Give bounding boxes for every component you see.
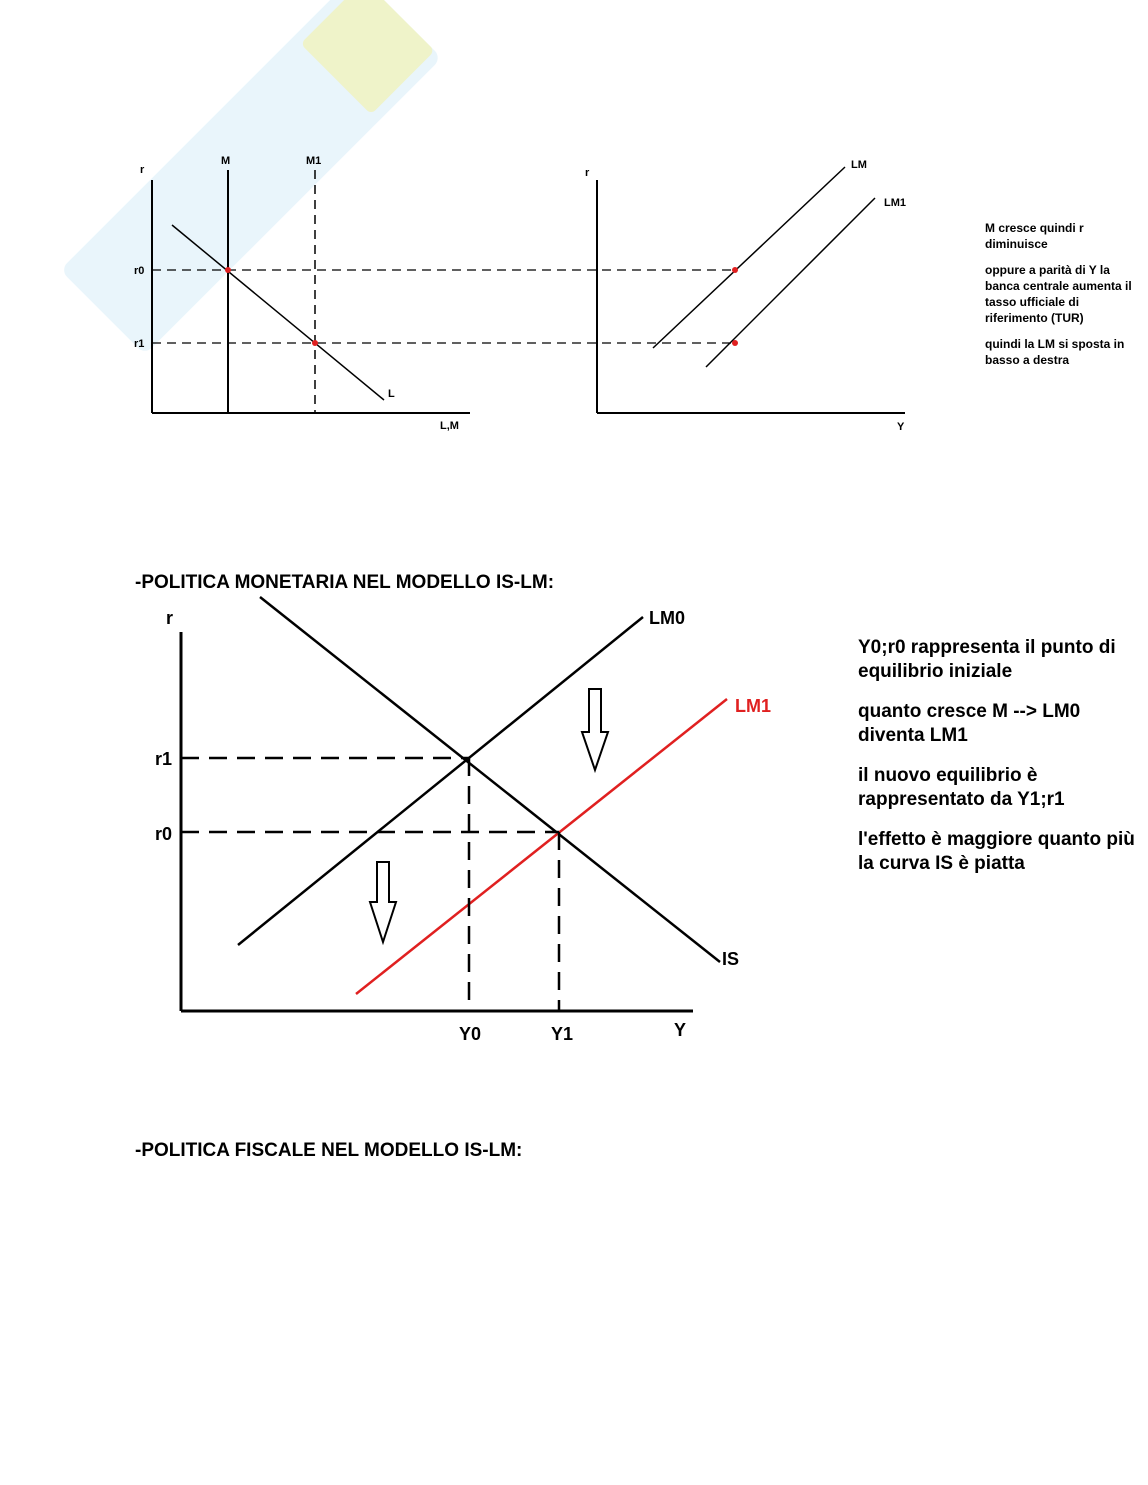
d3-y-label: Y <box>674 1020 687 1040</box>
money-market-diagram <box>134 155 735 432</box>
d3-r0-label: r0 <box>155 824 173 844</box>
l-curve <box>172 225 384 400</box>
lm-shift-diagram <box>585 159 906 433</box>
lm0-curve <box>238 617 643 945</box>
d2-x-label: Y <box>897 421 905 433</box>
d1-r0-label: r0 <box>134 265 145 277</box>
down-arrow-icon <box>582 689 608 770</box>
note2-p1: Y0;r0 rappresenta il punto di equilibrio iniziale <box>858 637 1116 682</box>
lm1-red-label: LM1 <box>735 696 771 716</box>
lm1-curve <box>706 198 875 367</box>
m-label: M <box>221 155 231 167</box>
d1-point-r0 <box>225 267 231 273</box>
note2-p2: quanto cresce M --> LM0 diventa LM1 <box>858 701 1081 746</box>
note2-p3: il nuovo equilibrio è rappresentato da Y1;r1 <box>858 765 1065 810</box>
is-label: IS <box>722 949 740 969</box>
note2-p4: l'effetto è maggiore quanto più la curva IS è piatta <box>858 829 1135 874</box>
d2-point-r1 <box>732 340 738 346</box>
y1-label: Y1 <box>551 1024 574 1044</box>
is-curve <box>260 597 720 962</box>
d2-r-label: r <box>585 167 590 179</box>
d3-r1-label: r1 <box>155 749 173 769</box>
d1-r-label: r <box>140 164 145 176</box>
lm1-red-curve <box>356 699 727 994</box>
m1-label: M1 <box>306 155 322 167</box>
islm-note <box>858 636 1143 892</box>
note1-p3: quindi la LM si sposta in basso a destra <box>985 337 1125 367</box>
lm1-label: LM1 <box>884 197 906 209</box>
section-heading-monetary: -POLITICA MONETARIA NEL MODELLO IS-LM: <box>135 572 555 593</box>
d1-x-label: L,M <box>440 420 459 432</box>
y0-label: Y0 <box>459 1024 482 1044</box>
lm-shift-note <box>985 220 1135 378</box>
lm0-label: LM0 <box>649 608 685 628</box>
note1-p1: M cresce quindi r diminuisce <box>985 221 1084 251</box>
d1-r1-label: r1 <box>134 338 145 350</box>
d2-point-r0 <box>732 267 738 273</box>
note1-p2: oppure a parità di Y la banca centrale aumenta il tasso ufficiale di riferimento (TUR) <box>985 263 1132 325</box>
d3-r-label: r <box>166 608 174 628</box>
down-arrow-icon <box>370 862 396 942</box>
islm-diagram <box>155 597 771 1044</box>
section-heading-fiscal: -POLITICA FISCALE NEL MODELLO IS-LM: <box>135 1140 523 1161</box>
lm-label: LM <box>851 159 867 171</box>
d1-point-r1 <box>312 340 318 346</box>
l-label: L <box>388 388 395 400</box>
